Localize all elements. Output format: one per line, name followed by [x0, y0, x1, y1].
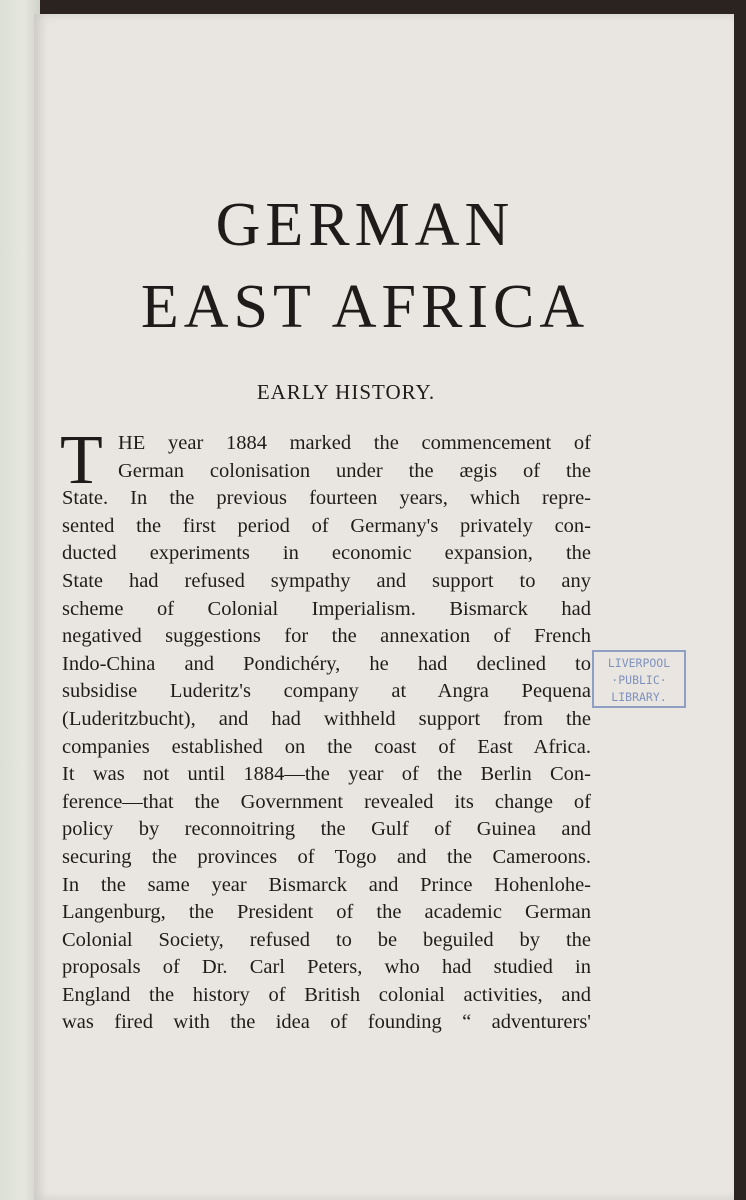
text-line: ducted experiments in economic expansion, the: [62, 542, 591, 565]
text-line: In the same year Bismarck and Prince Hohenlohe-: [62, 873, 591, 896]
text-line: Langenburg, the President of the academic German: [62, 901, 591, 924]
book-page: [34, 14, 734, 1200]
stamp-line: LIVERPOOL: [607, 656, 671, 670]
text-line: (Luderitzbucht), and had withheld support from the: [62, 707, 591, 730]
text-line: policy by reconnoitring the Gulf of Guinea and: [62, 818, 591, 841]
library-stamp: [592, 650, 686, 708]
text-line: scheme of Colonial Imperialism. Bismarck had: [62, 597, 591, 620]
title-line-1: GERMAN: [215, 191, 515, 259]
text-line: HE year 1884 marked the commencement of: [118, 432, 591, 454]
text-line: securing the provinces of Togo and the Cameroons.: [62, 845, 591, 868]
text-line: was fired with the idea of founding “ adventurers': [62, 1011, 591, 1034]
text-line: ference—that the Government revealed its change of: [62, 790, 591, 813]
text-line: Indo-China and Pondichéry, he had declined to: [62, 652, 591, 675]
drop-cap: T: [60, 422, 103, 499]
text-line: negatived suggestions for the annexation of French: [62, 625, 591, 648]
stamp-line: ·PUBLIC·: [611, 673, 667, 687]
text-line: German colonisation under the ægis of the: [118, 459, 591, 482]
text-line: companies established on the coast of East Africa.: [62, 735, 591, 758]
text-line: Colonial Society, refused to be beguiled by the: [62, 928, 591, 951]
section-heading: EARLY HISTORY.: [256, 380, 436, 404]
body-paragraph: [60, 422, 591, 1037]
text-line: State had refused sympathy and support to any: [62, 569, 591, 592]
stamp-line: LIBRARY.: [611, 690, 667, 704]
text-line: England the history of British colonial activities, and: [62, 983, 591, 1006]
text-line: State. In the previous fourteen years, which repre-: [62, 487, 591, 510]
text-line: It was not until 1884—the year of the Berlin Con-: [62, 763, 591, 786]
text-line: proposals of Dr. Carl Peters, who had studied in: [62, 956, 591, 979]
title-line-2: EAST AFRICA: [140, 273, 590, 341]
text-line: subsidise Luderitz's company at Angra Pequena: [62, 680, 591, 703]
text-line: sented the first period of Germany's privately con-: [62, 514, 591, 537]
